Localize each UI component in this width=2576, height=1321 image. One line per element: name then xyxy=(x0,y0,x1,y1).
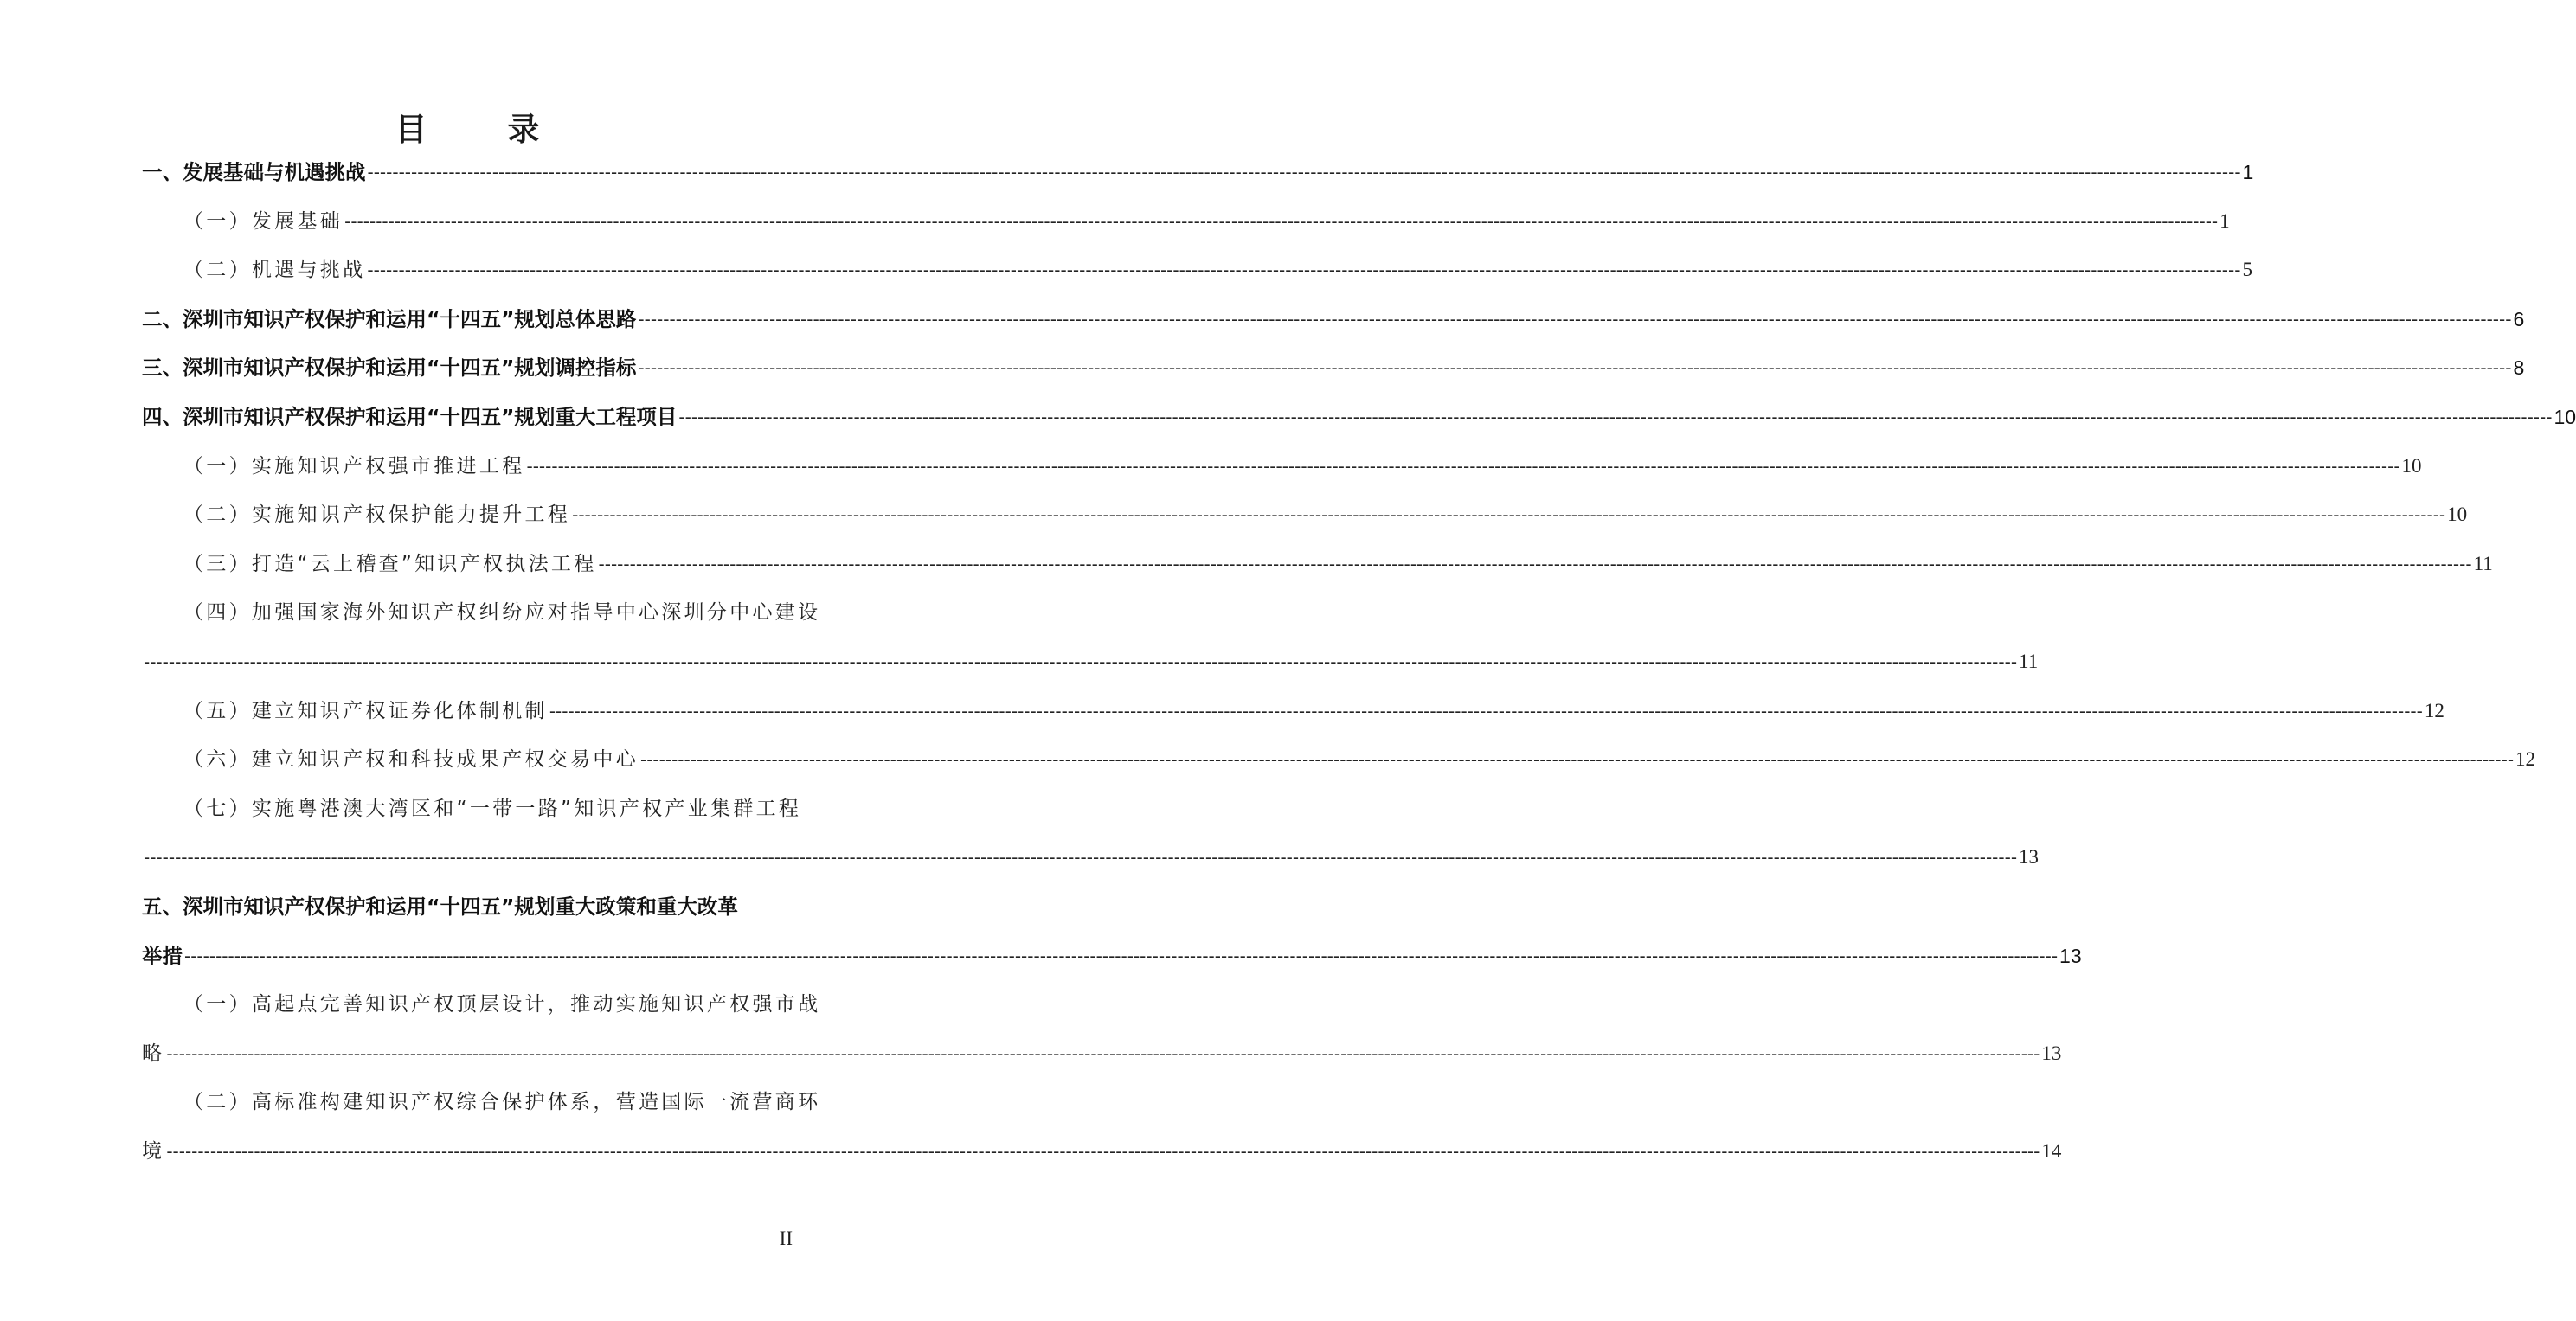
toc-entry-page: 11 xyxy=(2019,651,2039,672)
dot-leader: ------------------------------------------------------------------------------------------------------------------------------------------------------------------------------------------------------------------------------------------------------------------------------------------------------------ xyxy=(549,701,2423,721)
toc-entry-page: 10 xyxy=(2447,503,2468,525)
dot-leader: ------------------------------------------------------------------------------------------------------------------------------------------------------------------------------------------------------------------------------------------------------------------------------------------------------------ xyxy=(344,211,2219,232)
toc-entry-page: 13 xyxy=(2041,1042,2062,1064)
toc-entry-continuation[interactable] xyxy=(142,1029,2062,1078)
toc-title: 目 录 xyxy=(395,111,575,148)
dot-leader: ------------------------------------------------------------------------------------------------------------------------------------------------------------------------------------------------------------------------------------------------------------------------------------------------------------ xyxy=(144,651,2018,672)
toc-entry[interactable] xyxy=(183,442,2422,491)
toc-entry[interactable] xyxy=(183,491,2468,539)
dot-leader: ------------------------------------------------------------------------------------------------------------------------------------------------------------------------------------------------------------------------------------------------------------------------------------------------------------ xyxy=(678,407,2553,427)
toc-entry-page: 8 xyxy=(2513,356,2525,379)
toc-entry[interactable] xyxy=(183,687,2444,735)
dot-leader: ------------------------------------------------------------------------------------------------------------------------------------------------------------------------------------------------------------------------------------------------------------------------------------------------------------ xyxy=(638,309,2512,330)
toc-entry-text: （二）机遇与挑战 xyxy=(183,259,366,281)
toc-entry-text: （三）打造“云上稽查”知识产权执法工程 xyxy=(183,553,597,575)
toc-entry-page: 12 xyxy=(2515,748,2536,770)
toc-entry-text: （六）建立知识产权和科技成果产权交易中心 xyxy=(183,748,639,771)
toc-entry-page: 10 xyxy=(2401,455,2422,477)
toc-entry[interactable] xyxy=(183,540,2493,588)
toc-entry-page: 1 xyxy=(2242,161,2254,183)
toc-entry-page: 1 xyxy=(2219,210,2230,232)
toc-entry-continuation[interactable] xyxy=(142,932,2082,980)
dot-leader: ------------------------------------------------------------------------------------------------------------------------------------------------------------------------------------------------------------------------------------------------------------------------------------------------------------ xyxy=(640,749,2515,770)
toc-entry-text: （一）发展基础 xyxy=(183,210,344,233)
toc-entry-text: 二、深圳市知识产权保护和运用“十四五”规划总体思路 xyxy=(142,307,637,331)
dot-leader: ------------------------------------------------------------------------------------------------------------------------------------------------------------------------------------------------------------------------------------------------------------------------------------------------------------ xyxy=(367,162,2241,183)
toc-entry-text: （七）实施粤港澳大湾区和“一带一路”知识产权产业集群工程 xyxy=(183,798,802,820)
toc-entry-text: 四、深圳市知识产权保护和运用“十四五”规划重大工程项目 xyxy=(142,405,678,429)
toc-entry[interactable] xyxy=(183,980,821,1029)
dot-leader: ------------------------------------------------------------------------------------------------------------------------------------------------------------------------------------------------------------------------------------------------------------------------------------------------------------ xyxy=(638,357,2512,378)
toc-entry[interactable] xyxy=(183,197,2230,246)
toc-entry-page: 13 xyxy=(2059,945,2082,967)
toc-entry[interactable] xyxy=(183,246,2252,294)
toc-entry[interactable] xyxy=(183,588,821,637)
toc-entry-text: （五）建立知识产权证券化体制机制 xyxy=(183,700,548,722)
dot-leader: ------------------------------------------------------------------------------------------------------------------------------------------------------------------------------------------------------------------------------------------------------------------------------------------------------------ xyxy=(166,1141,2040,1162)
toc-entry-continuation[interactable] xyxy=(142,638,2039,686)
toc-entry[interactable] xyxy=(183,1078,821,1126)
toc-entry-text: （二）高标准构建知识产权综合保护体系，营造国际一流营商环 xyxy=(183,1091,821,1113)
toc-entry-page: 6 xyxy=(2513,308,2525,330)
toc-entry-page: 11 xyxy=(2473,553,2493,574)
toc-entry-text: （一）实施知识产权强市推进工程 xyxy=(183,455,525,478)
toc-entry[interactable] xyxy=(142,343,2525,392)
toc-entry-continuation[interactable] xyxy=(142,1127,2062,1176)
dot-leader: ------------------------------------------------------------------------------------------------------------------------------------------------------------------------------------------------------------------------------------------------------------------------------------------------------------ xyxy=(572,504,2446,525)
toc-entry[interactable] xyxy=(142,148,2254,196)
page-number: II xyxy=(779,1228,793,1249)
toc-entry-page: 13 xyxy=(2019,846,2040,868)
dot-leader: ------------------------------------------------------------------------------------------------------------------------------------------------------------------------------------------------------------------------------------------------------------------------------------------------------------ xyxy=(526,456,2400,477)
toc-entry[interactable] xyxy=(142,393,2576,441)
toc-entry-text: 三、深圳市知识产权保护和运用“十四五”规划调控指标 xyxy=(142,356,637,380)
toc-entry[interactable] xyxy=(183,785,802,833)
dot-leader: ------------------------------------------------------------------------------------------------------------------------------------------------------------------------------------------------------------------------------------------------------------------------------------------------------------ xyxy=(598,554,2472,574)
toc-entry[interactable] xyxy=(142,295,2525,343)
toc-entry[interactable] xyxy=(183,735,2536,784)
toc-entry[interactable] xyxy=(142,882,793,931)
dot-leader: ------------------------------------------------------------------------------------------------------------------------------------------------------------------------------------------------------------------------------------------------------------------------------------------------------------ xyxy=(367,260,2241,280)
toc-entry-text: （四）加强国家海外知识产权纠纷应对指导中心深圳分中心建设 xyxy=(183,601,821,624)
dot-leader: ------------------------------------------------------------------------------------------------------------------------------------------------------------------------------------------------------------------------------------------------------------------------------------------------------------ xyxy=(166,1043,2040,1064)
toc-entry-text: 一、发展基础与机遇挑战 xyxy=(142,160,366,184)
toc-entry-page: 5 xyxy=(2242,259,2252,280)
toc-entry-text: （一）高起点完善知识产权顶层设计，推动实施知识产权强市战 xyxy=(183,993,821,1016)
toc-entry-text: 略 xyxy=(142,1042,165,1065)
toc-entry-text: （二）实施知识产权保护能力提升工程 xyxy=(183,503,571,526)
toc-entry-text: 境 xyxy=(142,1140,165,1163)
toc-entry-continuation[interactable] xyxy=(142,833,2040,882)
dot-leader: ------------------------------------------------------------------------------------------------------------------------------------------------------------------------------------------------------------------------------------------------------------------------------------------------------------ xyxy=(144,847,2018,868)
dot-leader: ------------------------------------------------------------------------------------------------------------------------------------------------------------------------------------------------------------------------------------------------------------------------------------------------------------ xyxy=(184,946,2059,966)
toc-entry-page: 14 xyxy=(2041,1140,2062,1162)
toc-entry-page: 10 xyxy=(2554,406,2576,428)
toc-entry-text: 举措 xyxy=(142,944,183,968)
toc-entry-text: 五、深圳市知识产权保护和运用“十四五”规划重大政策和重大改革 xyxy=(142,895,738,919)
toc-entry-page: 12 xyxy=(2424,700,2444,721)
